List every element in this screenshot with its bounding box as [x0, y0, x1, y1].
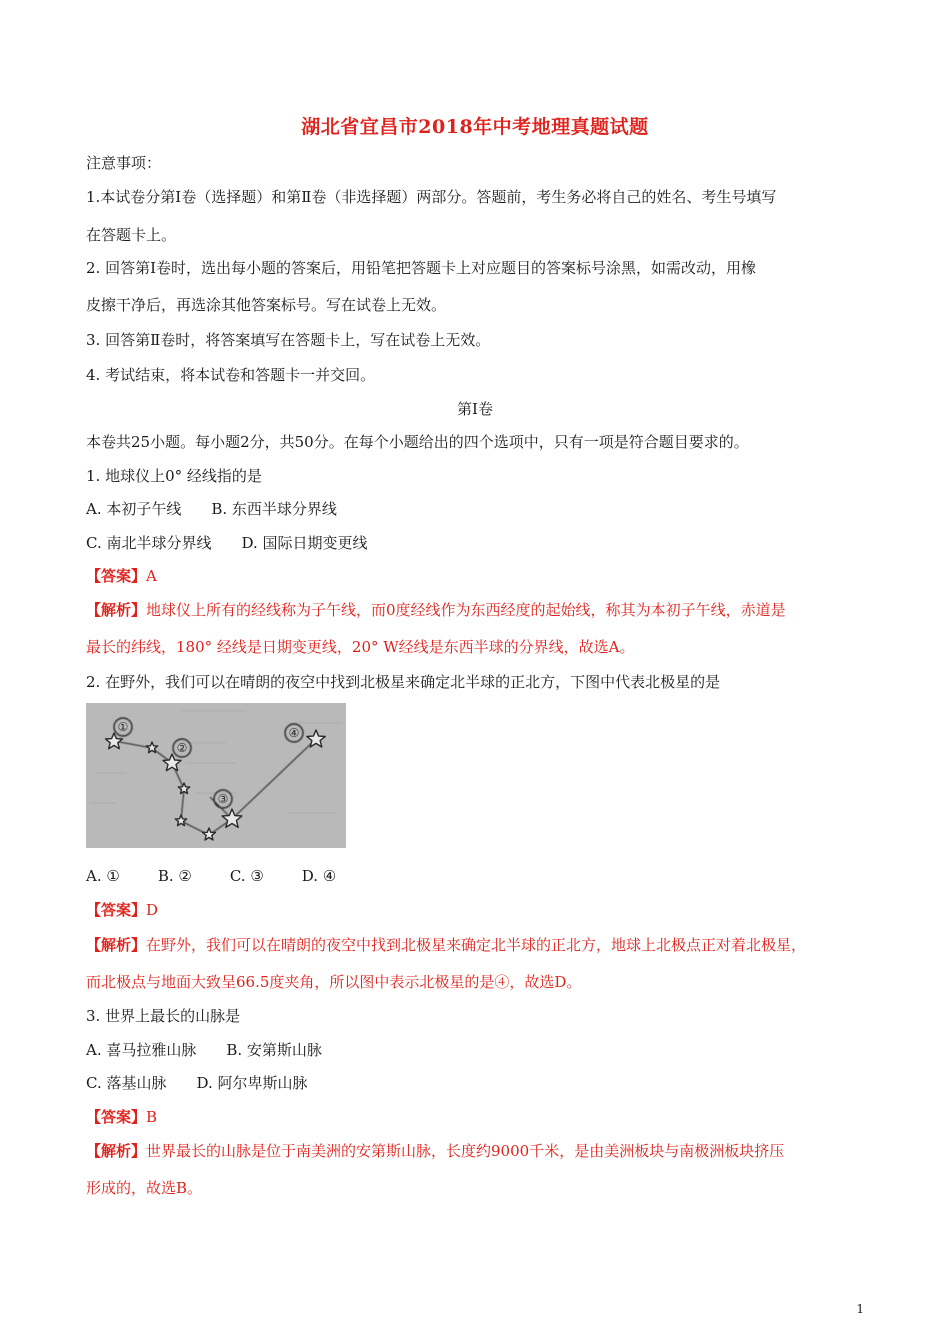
question-3-option-c: C. 落基山脉 [86, 1074, 167, 1092]
question-1-options-row-1 [86, 499, 367, 519]
question-1-analysis-line-1: 【解析】地球仪上所有的经线称为子午线，而0度经线作为东西经度的起始线，称其为本初子午线，赤道是 [86, 601, 786, 619]
section-heading: 第Ⅰ卷 [457, 400, 493, 418]
question-2-analysis-line-1: 【解析】在野外，我们可以在晴朗的夜空中找到北极星来确定北半球的正北方，地球上北极点正对着北极星， [86, 936, 807, 954]
question-3-stem: 3. 世界上最长的山脉是 [86, 1007, 241, 1025]
constellation-diagram [86, 703, 346, 848]
notice-item-2-line-1: 2. 回答第Ⅰ卷时，选出每小题的答案后，用铅笔把答题卡上对应题目的答案标号涂黑，如需改动，用橡 [86, 259, 757, 277]
page-title: 湖北省宜昌市2018年中考地理真题试题 [301, 116, 649, 138]
star-icon [175, 815, 186, 826]
question-1-option-d: D. 国际日期变更线 [241, 534, 368, 552]
analysis-tag: 【解析】 [86, 1142, 147, 1160]
question-1-stem: 1. 地球仪上0° 经线指的是 [86, 467, 262, 485]
notice-item-4: 4. 考试结束，将本试卷和答题卡一并交回。 [86, 366, 376, 384]
question-1-options-row-2 [86, 533, 398, 553]
analysis-tag: 【解析】 [86, 601, 147, 619]
question-2-option-c: C. ③ [229, 867, 264, 885]
page-number: 1 [856, 1302, 864, 1316]
question-3-answer [86, 1107, 157, 1127]
question-2-option-a: A. ① [86, 867, 120, 885]
notice-item-1-line-2: 在答题卡上。 [86, 226, 177, 244]
question-3-option-d: D. 阿尔卑斯山脉 [196, 1074, 308, 1092]
question-1-option-a: A. 本初子午线 [86, 500, 182, 518]
star-icon [178, 783, 189, 794]
question-3-option-a: A. 喜马拉雅山脉 [86, 1041, 197, 1059]
question-2-option-b: B. ② [157, 867, 192, 885]
question-1-answer-value: A [146, 567, 157, 585]
answer-tag: 【答案】 [86, 901, 147, 919]
section-intro: 本卷共25小题。每小题2分，共50分。在每个小题给出的四个选项中，只有一项是符合题目要求的。 [86, 433, 749, 451]
question-2-answer-value: D [146, 901, 159, 919]
analysis-tag: 【解析】 [86, 936, 147, 954]
figure-label-3: ③ [217, 792, 229, 806]
question-3-option-b: B. 安第斯山脉 [226, 1041, 322, 1059]
star-icon [203, 828, 216, 840]
question-2-options [86, 866, 366, 886]
figure-label-1: ① [117, 720, 129, 734]
question-2-answer [86, 900, 158, 920]
notice-item-3: 3. 回答第Ⅱ卷时，将答案填写在答题卡上，写在试卷上无效。 [86, 331, 491, 349]
notice-item-2-line-2: 皮擦干净后，再选涂其他答案标号。写在试卷上无效。 [86, 296, 447, 314]
big-dipper-figure [86, 703, 346, 848]
question-3-analysis-line-2: 形成的，故选B。 [86, 1179, 203, 1197]
question-2-option-d: D. ④ [301, 867, 337, 885]
answer-tag: 【答案】 [86, 567, 147, 585]
figure-label-2: ② [176, 741, 188, 755]
answer-tag: 【答案】 [86, 1108, 147, 1126]
question-2-analysis-line-2: 而北极点与地面大致呈66.5度夹角，所以图中表示北极星的是④，故选D。 [86, 973, 582, 991]
question-3-options-row-1 [86, 1040, 352, 1060]
notice-heading: 注意事项： [86, 154, 162, 172]
notice-item-1-line-1: 1.本试卷分第Ⅰ卷（选择题）和第Ⅱ卷（非选择题）两部分。答题前，考生务必将自己的姓名、考生号填写 [86, 188, 777, 206]
question-1-analysis-line-2: 最长的纬线，180° 经线是日期变更线，20° W经线是东西半球的分界线，故选A。 [86, 638, 635, 656]
question-3-options-row-2 [86, 1073, 338, 1093]
figure-label-4: ④ [288, 726, 300, 740]
question-1-option-c: C. 南北半球分界线 [86, 534, 212, 552]
question-3-analysis-line-1: 【解析】世界最长的山脉是位于南美洲的安第斯山脉，长度约9000千米，是由美洲板块与南极洲板块挤压 [86, 1142, 785, 1160]
question-3-answer-value: B [146, 1108, 158, 1126]
question-1-answer [86, 566, 157, 586]
question-1-option-b: B. 东西半球分界线 [211, 500, 337, 518]
question-2-stem: 2. 在野外，我们可以在晴朗的夜空中找到北极星来确定北半球的正北方，下图中代表北极星的是 [86, 673, 721, 691]
